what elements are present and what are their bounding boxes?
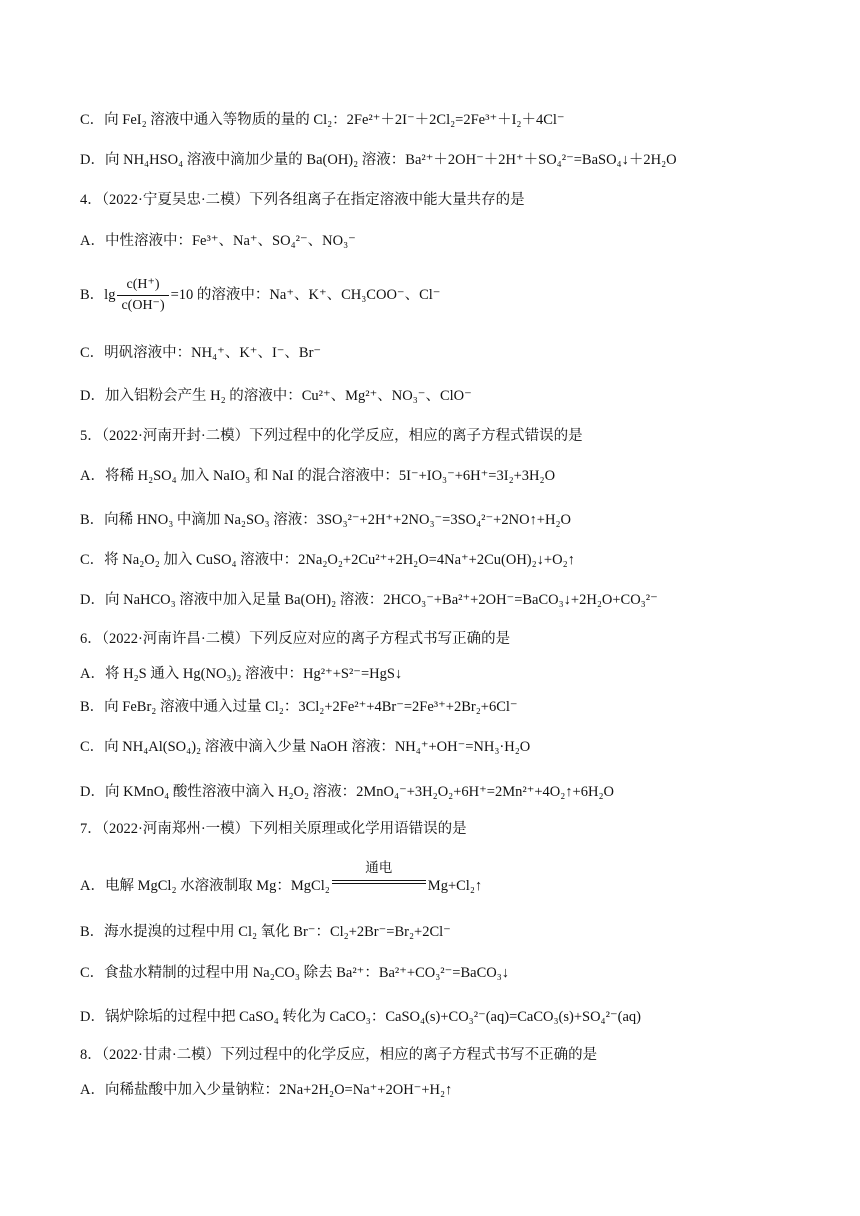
question-5-head: 5．（2022·河南开封·二模）下列过程中的化学反应，相应的离子方程式错误的是 xyxy=(80,428,583,444)
reaction-condition: 通电 xyxy=(365,860,393,875)
option-label: D．向 xyxy=(80,152,120,168)
q7-option-a xyxy=(80,860,483,896)
fraction xyxy=(117,275,168,316)
q4-option-a: A．中性溶液中：Fe³⁺、Na⁺、SO₄²⁻、NO₃⁻ xyxy=(80,233,356,249)
equals-bar-bottom xyxy=(332,883,426,884)
q4-option-b xyxy=(80,272,440,320)
q4-option-c: C．明矾溶液中：NH₄⁺、K⁺、I⁻、Br⁻ xyxy=(80,345,322,361)
fraction-denominator: c(OH⁻) xyxy=(121,298,165,314)
q5-option-d: D．向 NaHCO₃ 溶液中加入足量 Ba(OH)₂ 溶液：2HCO₃⁻+Ba²⁺+2OH⁻=BaCO₃↓+2H₂O+CO₃²⁻ xyxy=(80,592,658,608)
q7-a-prefix: A．电解 MgCl₂ 水溶液制取 Mg：MgCl₂ xyxy=(80,878,330,894)
q7-a-suffix: Mg+Cl₂↑ xyxy=(427,878,483,894)
option-c-prev xyxy=(80,110,565,130)
q5-option-c: C．将 Na₂O₂ 加入 CuSO₄ 溶液中：2Na₂O₂+2Cu²⁺+2H₂O=4Na⁺+2Cu(OH)₂↓+O₂↑ xyxy=(80,552,575,568)
q7-option-c: C．食盐水精制的过程中用 Na₂CO₃ 除去 Ba²⁺：Ba²⁺+CO₃²⁻=BaCO₃↓ xyxy=(80,965,510,981)
equals-bar-top xyxy=(332,880,426,881)
fraction-numerator: c(H⁺) xyxy=(117,275,168,296)
question-7-head: 7．（2022·河南郑州·一模）下列相关原理或化学用语错误的是 xyxy=(80,821,467,837)
q8-option-a: A．向稀盐酸中加入少量钠粒：2Na+2H₂O=Na⁺+2OH⁻+H₂↑ xyxy=(80,1082,453,1098)
option-text: NH₄HSO₄ 溶液中滴加少量的 Ba(OH)₂ 溶液：Ba²⁺＋2OH⁻＋2H⁺＋SO₄²⁻=BaSO₄↓＋2H₂O xyxy=(123,152,677,168)
q7-option-d: D．锅炉除垢的过程中把 CaSO₄ 转化为 CaCO₃：CaSO₄(s)+CO₃²⁻(aq)=CaCO₃(s)+SO₄²⁻(aq) xyxy=(80,1009,641,1025)
q4-b-prefix: B．lg xyxy=(80,287,116,303)
q5-option-a: A．将稀 H₂SO₄ 加入 NaIO₃ 和 NaI 的混合溶液中：5I⁻+IO₃⁻+6H⁺=3I₂+3H₂O xyxy=(80,468,556,484)
q6-option-a: A．将 H₂S 通入 Hg(NO₃)₂ 溶液中：Hg²⁺+S²⁻=HgS↓ xyxy=(80,666,403,682)
q6-option-c: C．向 NH₄Al(SO₄)₂ 溶液中滴入少量 NaOH 溶液：NH₄⁺+OH⁻=NH₃·H₂O xyxy=(80,739,531,755)
condition-arrow xyxy=(332,860,426,894)
question-6-head: 6．（2022·河南许昌·二模）下列反应对应的离子方程式书写正确的是 xyxy=(80,631,511,647)
q6-option-d: D．向 KMnO₄ 酸性溶液中滴入 H₂O₂ 溶液：2MnO₄⁻+3H₂O₂+6H⁺=2Mn²⁺+4O₂↑+6H₂O xyxy=(80,784,614,800)
question-8-head: 8．（2022·甘肃·二模）下列过程中的化学反应，相应的离子方程式书写不正确的是 xyxy=(80,1047,598,1063)
q6-option-b: B．向 FeBr₂ 溶液中通入过量 Cl₂：3Cl₂+2Fe²⁺+4Br⁻=2Fe³⁺+2Br₂+6Cl⁻ xyxy=(80,699,518,715)
option-text: FeI₂ 溶液中通入等物质的量的 Cl₂：2Fe²⁺＋2I⁻＋2Cl₂=2Fe³⁺＋I₂＋4Cl⁻ xyxy=(122,112,565,128)
option-d-prev xyxy=(80,150,677,170)
q4-option-d: D．加入铝粉会产生 H₂ 的溶液中：Cu²⁺、Mg²⁺、NO₃⁻、ClO⁻ xyxy=(80,388,472,404)
q4-b-suffix: =10 的溶液中：Na⁺、K⁺、CH₃COO⁻、Cl⁻ xyxy=(170,287,441,303)
q5-option-b: B．向稀 HNO₃ 中滴加 Na₂SO₃ 溶液：3SO₃²⁻+2H⁺+2NO₃⁻=3SO₄²⁻+2NO↑+H₂O xyxy=(80,512,571,528)
option-label: C．向 xyxy=(80,112,119,128)
question-4-head: 4．（2022·宁夏吴忠·二模）下列各组离子在指定溶液中能大量共存的是 xyxy=(80,192,525,208)
q7-option-b: B．海水提溴的过程中用 Cl₂ 氧化 Br⁻：Cl₂+2Br⁻=Br₂+2Cl⁻ xyxy=(80,924,451,940)
